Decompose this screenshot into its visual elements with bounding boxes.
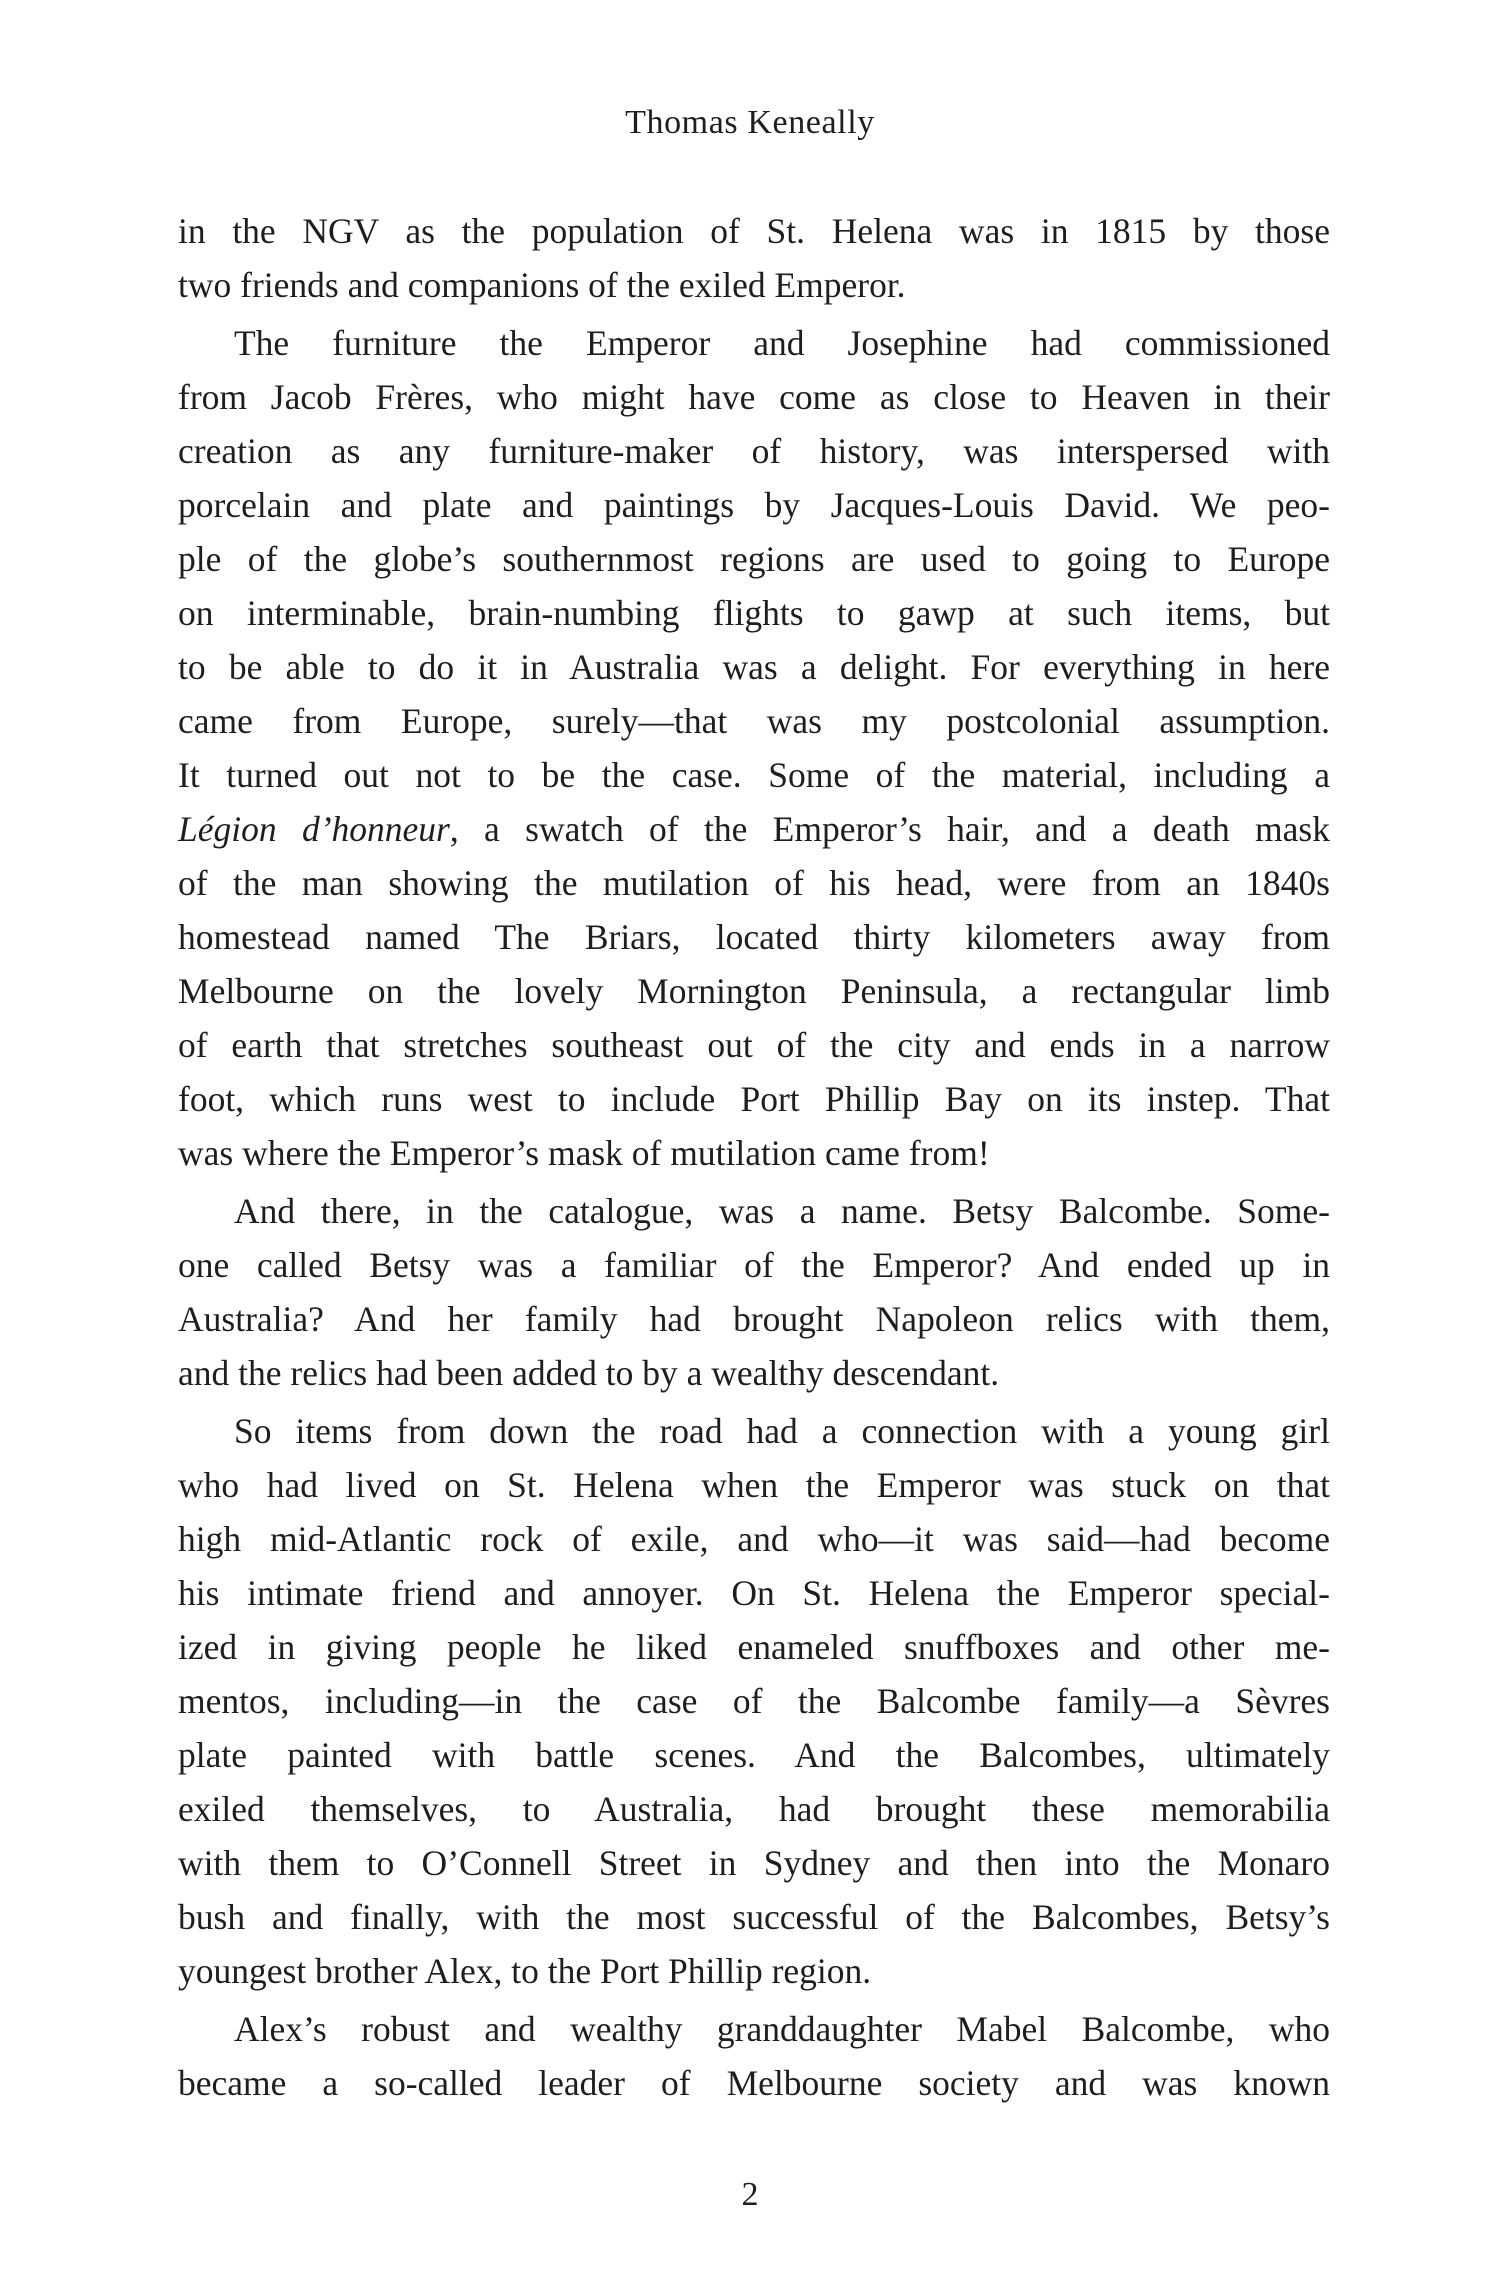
text-line: Melbourne on the lovely Mornington Peninsula, a rectangular limb <box>178 971 1330 1011</box>
text-line: bush and finally, with the most successful of the Balcombes, Betsy’s <box>178 1897 1330 1937</box>
text-line: ized in giving people he liked enameled snuffboxes and other me- <box>178 1627 1330 1667</box>
text-line-with-italic <box>178 802 1330 856</box>
text-line: high mid-Atlantic rock of exile, and who—it was said—had become <box>178 1519 1330 1559</box>
text-line: of the man showing the mutilation of his head, were from an 1840s <box>178 863 1330 903</box>
text-line: porcelain and plate and paintings by Jacques-Louis David. We peo- <box>178 485 1330 525</box>
text-line: creation as any furniture-maker of history, was interspersed with <box>178 431 1330 471</box>
text-line: his intimate friend and annoyer. On St. Helena the Emperor special- <box>178 1573 1330 1613</box>
text-line: It turned out not to be the case. Some of the material, including a <box>178 755 1330 795</box>
text-line: became a so-called leader of Melbourne society and was known <box>178 2063 1330 2103</box>
text-line: on interminable, brain-numbing flights to gawp at such items, but <box>178 593 1330 633</box>
text-line: and the relics had been added to by a wealthy descendant. <box>178 1353 1000 1393</box>
text-line-rest: , a swatch of the Emperor’s hair, and a death mask <box>449 809 1330 849</box>
text-line: exiled themselves, to Australia, had brought these memorabilia <box>178 1789 1330 1829</box>
text-line: foot, which runs west to include Port Phillip Bay on its instep. That <box>178 1079 1330 1119</box>
text-line: plate painted with battle scenes. And the Balcombes, ultimately <box>178 1735 1330 1775</box>
page-number: 2 <box>741 2176 759 2213</box>
text-line: mentos, including—in the case of the Balcombe family—a Sèvres <box>178 1681 1330 1721</box>
text-line: was where the Emperor’s mask of mutilation came from! <box>178 1133 990 1173</box>
text-line: ple of the globe’s southernmost regions are used to going to Europe <box>178 539 1330 579</box>
paragraph-first-line: So items from down the road had a connection with a young girl <box>234 1411 1330 1451</box>
text-line: came from Europe, surely—that was my postcolonial assumption. <box>178 701 1330 741</box>
text-line: of earth that stretches southeast out of the city and ends in a narrow <box>178 1025 1330 1065</box>
text-line: one called Betsy was a familiar of the Emperor? And ended up in <box>178 1245 1330 1285</box>
italic-title: Légion d’honneur <box>178 809 450 849</box>
paragraph-first-line: The furniture the Emperor and Josephine had commissioned <box>234 323 1330 363</box>
text-line: from Jacob Frères, who might have come as close to Heaven in their <box>178 377 1330 417</box>
text-line: Australia? And her family had brought Napoleon relics with them, <box>178 1299 1330 1339</box>
text-line: youngest brother Alex, to the Port Phillip region. <box>178 1951 872 1991</box>
paragraph-first-line: And there, in the catalogue, was a name. Betsy Balcombe. Some- <box>234 1191 1330 1231</box>
text-line: in the NGV as the population of St. Helena was in 1815 by those <box>178 211 1330 251</box>
text-line: with them to O’Connell Street in Sydney and then into the Monaro <box>178 1843 1330 1883</box>
running-head: Thomas Keneally <box>625 104 875 141</box>
text-line: to be able to do it in Australia was a delight. For everything in here <box>178 647 1330 687</box>
text-line: two friends and companions of the exiled Emperor. <box>178 265 906 305</box>
body-text <box>178 204 1330 2110</box>
paragraph-first-line: Alex’s robust and wealthy granddaughter Mabel Balcombe, who <box>234 2009 1330 2049</box>
text-line: homestead named The Briars, located thirty kilometers away from <box>178 917 1330 957</box>
text-line: who had lived on St. Helena when the Emperor was stuck on that <box>178 1465 1330 1505</box>
